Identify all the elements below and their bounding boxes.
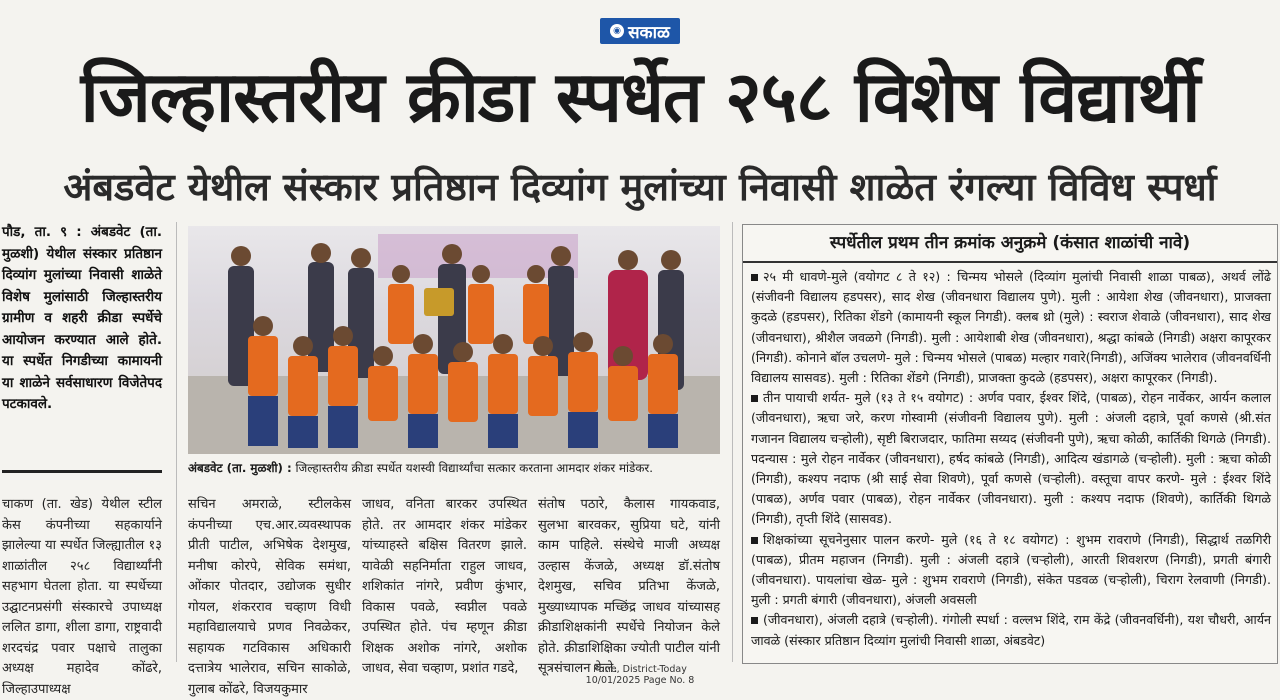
result-item [751,388,1271,529]
bullet-square-icon [751,395,758,402]
bullet-square-icon [751,617,758,624]
result-text: २५ मी धावणे-मुले (वयोगट ८ ते १२) : चिन्मय भोसले (दिव्यांग मुलांची निवासी शाळा पाबळ), अथर्व लोंढे (संजीवनी विद्यालय हडपसर), साद शेख (जीवनधारा विद्यालय पुणे). मुली : आयेशा शेख (जीवनधारा), प्राजक्ता कुदळे (हडपसर), रितिका शेंडगे (कामायनी स्कूल निगडी). क्लब थ्रो (मुले) : स्वराज शेवाळे (जीवनधारा), साद शेख (जीवनधारा), श्रीशैल जवळगे (निगडी). मुली : आयेशाबी शेख (जीवनधारा), श्रद्धा कांबळे (निगडी) अक्षरा कापूरकर (निगडी). कोनाने बॉल उचलणे- मुले : चिन्मय भोसले (पाबळ) मल्हार गवारे(निगडी), अजिंक्य भालेराव (जीवनवर्धिनी विद्यालय सासवड). मुली : रितिका शेंडगे (निगडी), प्राजक्ता कुदळे (हडपसर), अक्षरा कापूरकर (निगडी). [751,269,1271,386]
results-box-title: स्पर्धेतील प्रथम तीन क्रमांक अनुक्रमे (कंसात शाळांची नावे) [743,225,1277,263]
body-column-1: चाकण (ता. खेड) येथील स्टील केस कंपनीच्या सहकार्याने झालेल्या या स्पर्धेत जिल्ह्यातील १३ शाळांतील २५८ विद्यार्थ्यांनी सहभाग घेतला होता. या स्पर्धेच्या उद्घाटनप्रसंगी संस्कारचे उपाध्यक्ष ललित डागा, शीला डागा, राष्ट्रवादी शरदचंद्र पवार पक्षाचे तालुका अध्यक्ष महादेव कोंढरे, जिल्हाउपाध्यक्ष [2,497,162,697]
logo-text: सकाळ [628,22,670,43]
photo-people-illustration [188,226,720,454]
headline: जिल्हास्तरीय क्रीडा स्पर्धेत २५८ विशेष विद्यार्थी [80,56,1200,138]
column-divider [732,222,733,662]
subheadline: अंबडवेट येथील संस्कार प्रतिष्ठान दिव्यांग मुलांच्या निवासी शाळेत रंगल्या विविध स्पर्धा [63,165,1217,209]
result-item [751,267,1271,388]
results-list [751,267,1271,651]
page-footer [560,664,720,686]
result-item [751,530,1271,611]
intro-divider [2,470,162,473]
caption-text: जिल्हास्तरीय क्रीडा स्पर्धेत यशस्वी विद्यार्थ्यांचा सत्कार करताना आमदार शंकर मांडेकर. [291,461,654,475]
bullet-square-icon [751,274,758,281]
column-divider [176,222,177,662]
result-text: तीन पायाची शर्यत- मुले (१३ ते १५ वयोगट) : अर्णव पवार, ईश्वर शिंदे, (पाबळ), रोहन नार्वेकर, आर्यन कलाल (जीवनधारा), ऋचा जरे, करण गोस्वामी (संजीवनी विद्यालय पुणे). मुली : अंजली दहात्रे, पूर्वा कणसे (श्री.संत गजानन विद्यालय चऱ्होली), सृष्टी बिराजदार, फातिमा सय्यद (संजीवनी पुणे), ऋचा कोळी, कार्तिकी थिगळे (निगडी). पदन्यास : मुले रोहन नार्वेकर (जीवनधारा), हर्षद कांबळे (निगडी), आदित्य खंडागळे (चऱ्होली). मुली : ऋचा कोळी (निगडी), कश्यप नदाफ (श्री साई सेवा शिवणे), पूर्वा कणसे (चऱ्होली). वस्तूचा वापर करणे- मुले : ईश्वर शिंदे (पाबळ), अर्णव पवार (पाबळ), रोहन नार्वेकर (जीवनधारा). मुली : कश्यप नदाफ (शिवणे), कार्तिकी थिगळे (निगडी), तृप्ती शिंदे (सासवड). [751,390,1271,527]
result-text: (जीवनधारा), अंजली दहात्रे (चऱ्होली). गंगोली स्पर्धा : वल्लभ शिंदे, राम केंद्रे (जीवनवर्धिनी), यश चौधरी, आर्यन जावळे (संस्कार प्रतिष्ठान दिव्यांग मुलांची निवासी शाळा, अंबडवेट) [751,612,1271,648]
body-column-3: जाधव, वनिता बारकर उपस्थित होते. तर आमदार शंकर मांडेकर यांच्याहस्ते बक्षिस वितरण झाले. यावेळी सहनिर्माता राहुल जाधव, शशिकांत नांगरे, प्रवीण कुंभार, विकास पवळे, स्वप्नील पवळे उपस्थित होते. पंच म्हणून क्रीडा शिक्षक अशोक नांगरे, अशोक जाधव, सेवा चव्हाण, प्रशांत गडदे, [362,497,527,676]
newspaper-logo [600,18,680,44]
footer-date: 10/01/2025 Page No. 8 [585,675,695,686]
footer-edition: Pune, District-Today [593,664,687,675]
result-item [751,610,1271,650]
logo-emblem-icon: ◉ [610,24,624,38]
result-text: शिक्षकांच्या सूचनेनुसार पालन करणे- मुले (१६ ते १८ वयोगट) : शुभम रावराणे (निगडी), सिद्धार्थ तळगिरी (पाबळ), प्रीतम महाजन (निगडी). मुली : अंजली दहात्रे (चऱ्होली), आरती शिवशरण (निगडी), प्रगती बंगारी (जीवनधारा). पायलांचा खेळ- मुले : शुभम रावराणे (निगडी), संकेत पडवळ (चऱ्होली), चिराग रेलवाणी (निगडी). मुली : प्रगती बंगारी (जीवनधारा), अंजली अवसली [751,531,1271,608]
bullet-square-icon [751,537,758,544]
intro-paragraph: पौड, ता. ९ : अंबडवेट (ता. मुळशी) येथील संस्कार प्रतिष्ठान दिव्यांग मुलांच्या निवासी शाळेते विशेष मुलांसाठी जिल्हास्तरीय ग्रामीण व शहरी क्रीडा स्पर्धेचे आयोजन करण्यात आले होते. या स्पर्धेत निगडीच्या कामायनी या शाळेने सर्वसाधारण विजेतेपद पटकावले. [2,224,162,412]
photo-caption [188,458,720,478]
event-photo [188,226,720,454]
caption-place: अंबडवेट (ता. मुळशी) : [188,461,292,475]
body-column-4: संतोष पठारे, कैलास गायकवाड, सुलभा बारवकर, सुप्रिया घटे, यांनी काम पाहिले. संस्थेचे माजी अध्यक्ष उल्हास केंजळे, अध्यक्ष डॉ.संतोष देशमुख, सचिव प्रतिभा केंजळे, मुख्याध्यापक मच्छिंद्र जाधव यांच्यासह क्रीडाशिक्षकांनी स्पर्धेचे नियोजन केले होते. क्रीडाशिक्षिका ज्योती पाटील यांनी सूत्रसंचालन केले. [538,497,720,676]
body-column-2: सचिन अमराळे, स्टीलकेस कंपनीच्या एच.आर.व्यवस्थापक प्रीती पाटील, अभिषेक देशमुख, मनीषा कोरपे, सेविक समंथा, ओंकार पोतदार, उद्योजक सुधीर गोयल, शंकरराव चव्हाण विधी महाविद्यालयाचे प्रणव निवळेकर, सहायक गटविकास अधिकारी दत्तात्रेय भालेराव, सचिन साकोळे, गुलाब कोंढरे, विजयकुमार [188,497,351,697]
results-box [742,224,1278,664]
